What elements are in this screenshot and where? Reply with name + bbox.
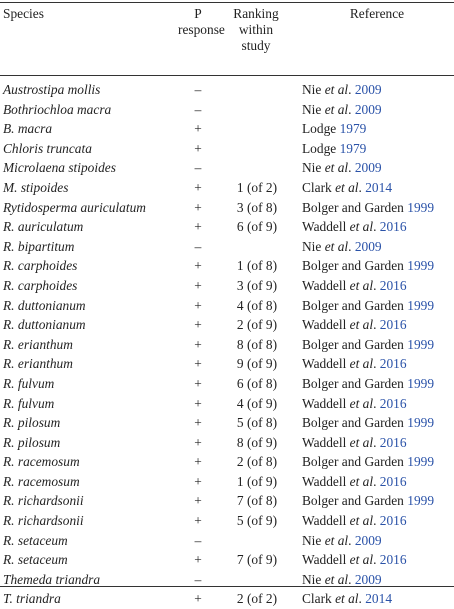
reference-author: Bolger and Garden	[302, 454, 404, 470]
p-response-cell: –	[194, 532, 202, 548]
species-cell: Bothriochloa macra	[3, 101, 112, 117]
reference-separator: .	[373, 395, 380, 411]
ranking-cell: 2 (of 2)	[236, 591, 278, 607]
reference-cell	[302, 296, 434, 316]
reference-etal: et al	[346, 434, 374, 450]
reference-cell	[302, 237, 382, 257]
p-response-cell: +	[194, 454, 202, 470]
p-response-cell: –	[194, 238, 202, 254]
species-cell: Chloris truncata	[3, 140, 92, 156]
reference-author: Nie	[302, 101, 322, 117]
reference-author: Waddell	[302, 277, 347, 293]
table-row	[0, 198, 454, 218]
table-header	[0, 6, 454, 74]
reference-year-link[interactable]: 1999	[407, 493, 435, 509]
species-cell: R. racemosum	[3, 473, 80, 489]
reference-author: Bolger and Garden	[302, 297, 404, 313]
reference-etal: et al	[346, 356, 374, 372]
species-cell: T. triandra	[3, 591, 61, 607]
reference-year-link[interactable]: 2016	[379, 513, 407, 529]
reference-cell	[302, 531, 382, 551]
reference-cell	[302, 139, 366, 159]
species-cell: R. setaceum	[3, 532, 68, 548]
reference-author: Waddell	[302, 513, 347, 529]
p-response-cell: +	[194, 140, 202, 156]
reference-author: Bolger and Garden	[302, 375, 404, 391]
reference-author: Bolger and Garden	[302, 258, 404, 274]
reference-cell	[302, 100, 382, 120]
table-row	[0, 589, 454, 609]
table-row	[0, 491, 454, 511]
species-cell: Microlaena stipoides	[3, 160, 116, 176]
reference-author: Clark	[302, 179, 332, 195]
reference-cell	[302, 394, 407, 414]
reference-year-link[interactable]: 2014	[365, 591, 393, 607]
reference-year-link[interactable]: 1979	[339, 121, 367, 137]
table-top-rule	[0, 2, 454, 3]
reference-separator: .	[373, 317, 380, 333]
header-ranking-line-2: within	[238, 22, 274, 37]
species-cell: R. fulvum	[3, 395, 55, 411]
table-row	[0, 276, 454, 296]
ranking-cell: 1 (of 8)	[236, 258, 278, 274]
reference-etal: et al	[346, 473, 374, 489]
reference-etal: et al	[321, 571, 349, 587]
reference-cell	[302, 119, 366, 139]
ranking-cell: 4 (of 8)	[236, 297, 278, 313]
p-response-cell: +	[194, 336, 202, 352]
reference-author: Bolger and Garden	[302, 336, 404, 352]
reference-author: Lodge	[302, 121, 337, 137]
reference-cell	[302, 80, 382, 100]
ranking-cell: 6 (of 9)	[236, 219, 278, 235]
table-row	[0, 335, 454, 355]
reference-cell	[302, 256, 434, 276]
table-body	[0, 80, 454, 609]
table-row	[0, 472, 454, 492]
header-p-response-line-2: response	[178, 22, 225, 37]
reference-year-link[interactable]: 1999	[407, 297, 435, 313]
table-row	[0, 158, 454, 178]
reference-etal: et al	[346, 277, 374, 293]
reference-year-link[interactable]: 2016	[379, 395, 407, 411]
reference-cell	[302, 433, 407, 453]
table-header-rule	[0, 75, 454, 76]
reference-etal: et al	[346, 395, 374, 411]
p-response-cell: –	[194, 101, 202, 117]
species-cell: Austrostipa mollis	[3, 82, 101, 97]
reference-etal: et al	[346, 317, 374, 333]
reference-author: Waddell	[302, 219, 347, 235]
table-row	[0, 531, 454, 551]
reference-author: Clark	[302, 591, 332, 607]
reference-year-link[interactable]: 1999	[407, 415, 435, 431]
p-response-cell: +	[194, 219, 202, 235]
species-cell: R. racemosum	[3, 454, 80, 470]
reference-author: Nie	[302, 532, 322, 548]
reference-cell	[302, 491, 434, 511]
p-response-cell: +	[194, 317, 202, 333]
reference-author: Nie	[302, 238, 322, 254]
species-cell: Rytidosperma auriculatum	[3, 199, 146, 215]
species-cell: M. stipoides	[3, 179, 69, 195]
ranking-cell: 9 (of 9)	[236, 356, 278, 372]
species-cell: R. bipartitum	[3, 238, 75, 254]
reference-separator: .	[373, 356, 380, 372]
reference-separator: .	[348, 101, 355, 117]
reference-etal: et al	[346, 552, 374, 568]
reference-etal: et al	[331, 591, 359, 607]
reference-year-link[interactable]: 2016	[379, 434, 407, 450]
header-ranking-line-1: Ranking	[233, 6, 279, 21]
species-cell: R. erianthum	[3, 356, 73, 372]
reference-year-link[interactable]: 2016	[379, 473, 407, 489]
reference-separator: .	[373, 434, 380, 450]
reference-separator: .	[373, 552, 380, 568]
species-cell: R. pilosum	[3, 415, 61, 431]
reference-separator: .	[348, 532, 355, 548]
p-response-cell: +	[194, 277, 202, 293]
reference-author: Waddell	[302, 395, 347, 411]
header-p-response	[178, 6, 225, 38]
reference-cell	[302, 178, 392, 198]
ranking-cell: 3 (of 9)	[236, 277, 278, 293]
table-row	[0, 394, 454, 414]
table-row	[0, 256, 454, 276]
ranking-cell: 2 (of 8)	[236, 454, 278, 470]
reference-year-link[interactable]: 1999	[407, 258, 435, 274]
table-row	[0, 80, 454, 100]
table-row	[0, 296, 454, 316]
reference-year-link[interactable]: 2009	[354, 238, 382, 254]
reference-author: Bolger and Garden	[302, 493, 404, 509]
species-cell: Themeda triandra	[3, 571, 101, 587]
reference-separator: .	[373, 219, 380, 235]
reference-year-link[interactable]: 2016	[379, 317, 407, 333]
reference-year-link[interactable]: 2016	[379, 277, 407, 293]
reference-separator: .	[348, 571, 355, 587]
reference-cell	[302, 374, 434, 394]
reference-author: Waddell	[302, 434, 347, 450]
reference-etal: et al	[321, 82, 349, 97]
reference-separator: .	[348, 238, 355, 254]
ranking-cell: 3 (of 8)	[236, 199, 278, 215]
reference-year-link[interactable]: 2009	[354, 532, 382, 548]
reference-separator: .	[373, 473, 380, 489]
reference-author: Nie	[302, 82, 322, 97]
reference-year-link[interactable]: 1999	[407, 199, 435, 215]
table-row	[0, 119, 454, 139]
p-response-cell: +	[194, 121, 202, 137]
reference-year-link[interactable]: 2009	[354, 571, 382, 587]
reference-cell	[302, 335, 434, 355]
reference-author: Waddell	[302, 356, 347, 372]
reference-year-link[interactable]: 1979	[339, 140, 367, 156]
ranking-cell: 8 (of 8)	[236, 336, 278, 352]
reference-separator: .	[358, 179, 366, 195]
header-species: Species	[3, 6, 44, 21]
species-cell: R. erianthum	[3, 336, 73, 352]
p-response-cell: –	[194, 571, 202, 587]
species-cell: R. setaceum	[3, 552, 68, 568]
p-response-cell: –	[194, 160, 202, 176]
p-response-cell: +	[194, 591, 202, 607]
reference-author: Bolger and Garden	[302, 415, 404, 431]
reference-year-link[interactable]: 2016	[379, 552, 407, 568]
table-row	[0, 550, 454, 570]
reference-separator: .	[348, 160, 355, 176]
ranking-cell: 4 (of 9)	[236, 395, 278, 411]
p-response-cell: +	[194, 258, 202, 274]
species-cell: B. macra	[3, 121, 53, 137]
p-response-cell: +	[194, 434, 202, 450]
table-row	[0, 452, 454, 472]
p-response-cell: +	[194, 552, 202, 568]
table-row	[0, 178, 454, 198]
reference-year-link[interactable]: 2009	[354, 160, 382, 176]
ranking-cell: 6 (of 8)	[236, 375, 278, 391]
reference-etal: et al	[321, 160, 349, 176]
reference-year-link[interactable]: 1999	[407, 336, 435, 352]
reference-cell	[302, 472, 407, 492]
ranking-cell: 7 (of 8)	[236, 493, 278, 509]
table-row	[0, 315, 454, 335]
species-cell: R. duttonianum	[3, 297, 86, 313]
reference-year-link[interactable]: 2009	[354, 82, 382, 97]
table-row	[0, 354, 454, 374]
reference-separator: .	[373, 513, 380, 529]
species-cell: R. auriculatum	[3, 219, 84, 235]
reference-year-link[interactable]: 1999	[407, 454, 435, 470]
reference-etal: et al	[346, 219, 374, 235]
p-response-cell: +	[194, 513, 202, 529]
p-response-cell: +	[194, 297, 202, 313]
reference-author: Bolger and Garden	[302, 199, 404, 215]
reference-cell	[302, 217, 407, 237]
p-response-cell: +	[194, 375, 202, 391]
reference-year-link[interactable]: 2014	[365, 179, 393, 195]
p-response-cell: +	[194, 356, 202, 372]
species-cell: R. richardsonii	[3, 493, 84, 509]
ranking-cell: 7 (of 9)	[236, 552, 278, 568]
reference-separator: .	[348, 82, 355, 97]
ranking-cell: 8 (of 9)	[236, 434, 278, 450]
p-response-cell: +	[194, 493, 202, 509]
table-row	[0, 413, 454, 433]
reference-cell	[302, 589, 392, 609]
reference-etal: et al	[321, 238, 349, 254]
p-response-cell: –	[194, 82, 202, 97]
species-cell: R. fulvum	[3, 375, 55, 391]
reference-separator: .	[373, 277, 380, 293]
reference-cell	[302, 276, 407, 296]
reference-cell	[302, 315, 407, 335]
table-row	[0, 511, 454, 531]
reference-cell	[302, 354, 407, 374]
reference-cell	[302, 511, 407, 531]
reference-author: Lodge	[302, 140, 337, 156]
ranking-cell: 5 (of 9)	[236, 513, 278, 529]
reference-year-link[interactable]: 2016	[379, 356, 407, 372]
reference-author: Waddell	[302, 317, 347, 333]
table-row	[0, 217, 454, 237]
reference-cell	[302, 413, 434, 433]
p-response-cell: +	[194, 395, 202, 411]
reference-cell	[302, 158, 382, 178]
species-cell: R. duttonianum	[3, 317, 86, 333]
reference-author: Nie	[302, 571, 322, 587]
species-cell: R. richardsonii	[3, 513, 84, 529]
species-cell: R. pilosum	[3, 434, 61, 450]
reference-separator: .	[358, 591, 366, 607]
reference-author: Waddell	[302, 473, 347, 489]
p-response-cell: +	[194, 473, 202, 489]
reference-etal: et al	[321, 101, 349, 117]
header-reference: Reference	[349, 6, 405, 21]
ranking-cell: 1 (of 2)	[236, 179, 278, 195]
ranking-cell: 1 (of 9)	[236, 473, 278, 489]
reference-cell	[302, 198, 434, 218]
reference-author: Waddell	[302, 552, 347, 568]
table-row	[0, 100, 454, 120]
reference-year-link[interactable]: 1999	[407, 375, 435, 391]
reference-year-link[interactable]: 2016	[379, 219, 407, 235]
table-row	[0, 374, 454, 394]
header-ranking-line-3: study	[241, 38, 271, 53]
reference-author: Nie	[302, 160, 322, 176]
p-response-cell: +	[194, 179, 202, 195]
table-row	[0, 433, 454, 453]
table-row	[0, 139, 454, 159]
reference-etal: et al	[321, 532, 349, 548]
reference-etal: et al	[331, 179, 359, 195]
ranking-cell: 2 (of 9)	[236, 317, 278, 333]
species-cell: R. carphoides	[3, 258, 78, 274]
header-ranking	[230, 6, 282, 54]
reference-year-link[interactable]: 2009	[354, 101, 382, 117]
reference-cell	[302, 452, 434, 472]
ranking-cell: 5 (of 8)	[236, 415, 278, 431]
species-cell: R. carphoides	[3, 277, 78, 293]
header-p-response-line-1: P	[194, 6, 202, 21]
reference-cell	[302, 550, 407, 570]
p-response-cell: +	[194, 415, 202, 431]
table-row	[0, 237, 454, 257]
p-response-cell: +	[194, 199, 202, 215]
reference-etal: et al	[346, 513, 374, 529]
table-bottom-rule	[0, 586, 454, 587]
